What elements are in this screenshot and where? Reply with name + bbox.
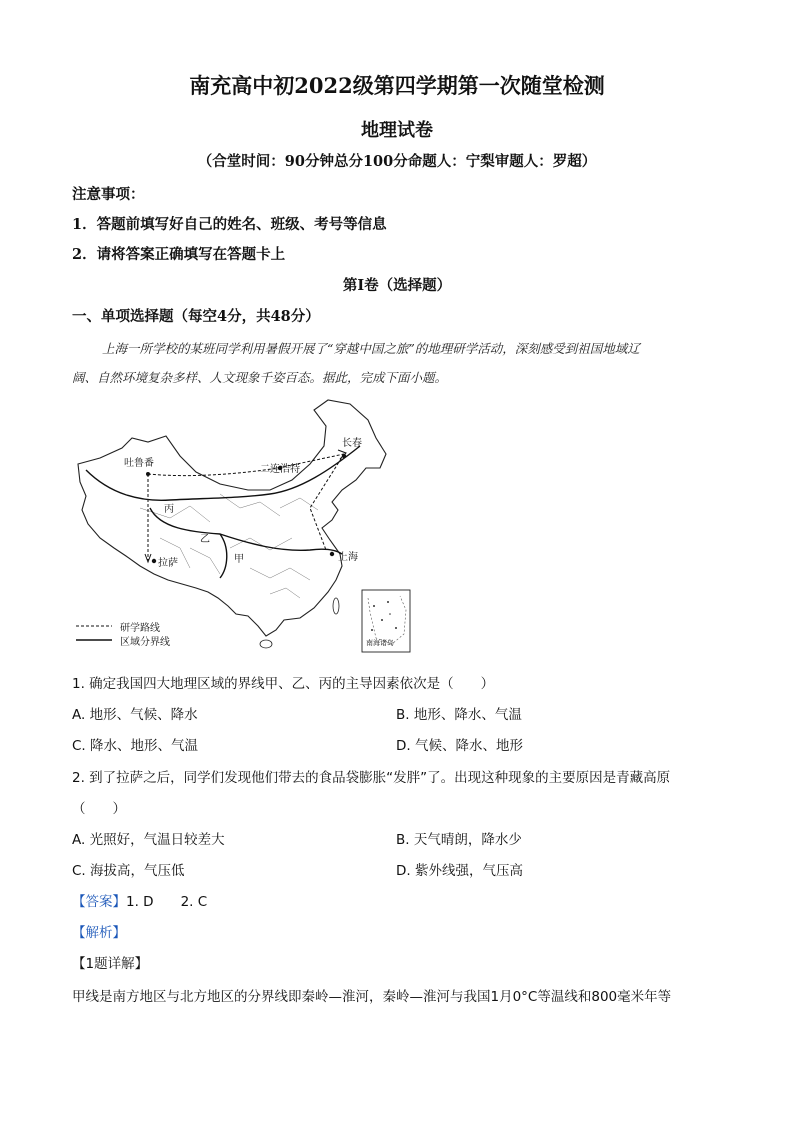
route-turpan-erenhot	[148, 468, 278, 476]
answer-tag: 【答案】	[72, 894, 126, 910]
question-2-stem-line-1: 2. 到了拉萨之后，同学们发现他们带去的食品袋膨胀“发胖”了。出现这种现象的主要原因是青藏高原	[72, 770, 671, 786]
city-point-shanghai	[330, 552, 334, 556]
intro-line-2: 阔、自然环境复杂多样、人文现象千姿百态。据此，完成下面小题。	[72, 370, 448, 385]
map-label-turpan: 吐鲁番	[124, 458, 154, 469]
intro-line-1: 上海一所学校的某班同学利用暑假开展了“穿越中国之旅”的地理研学活动，深刻感受到祖国地域辽	[102, 341, 640, 356]
legend-boundary-label: 区域分界线	[120, 637, 170, 648]
question-2-option-a: A. 光照好，气温日较差大	[72, 832, 225, 848]
map-label-jia: 甲	[234, 554, 244, 565]
map-label-bing: 丙	[164, 504, 174, 515]
china-map-svg	[70, 398, 420, 654]
notes-item-1: 1．答题前填写好自己的姓名、班级、考号等信息	[72, 216, 387, 233]
map-label-shanghai: 上海	[338, 552, 358, 563]
analysis-tag: 【解析】	[72, 925, 126, 941]
map-label-changchun: 长春	[342, 438, 362, 449]
answer-values: 1. D 2. C	[126, 894, 208, 910]
question-1-stem: 1. 确定我国四大地理区域的界线甲、乙、丙的主导因素依次是（ ）	[72, 676, 495, 692]
question-2-option-c: C. 海拔高，气压低	[72, 863, 185, 879]
question-2-option-d: D. 紫外线强，气压高	[396, 863, 523, 879]
exam-meta: （合堂时间：90分钟总分100分命题人：宁梨审题人：罗超）	[197, 153, 597, 170]
exam-title: 南充高中初2022级第四学期第一次随堂检测	[189, 73, 605, 98]
question-2-stem-line-2: （ ）	[72, 801, 126, 817]
map-label-yi: 乙	[200, 534, 210, 545]
map-label-south-sea: 南海诸岛	[366, 639, 394, 647]
legend-route-label: 研学路线	[120, 623, 160, 634]
taiwan-island	[333, 598, 339, 614]
city-point-changchun	[342, 454, 346, 458]
notes-heading: 注意事项：	[72, 186, 145, 203]
china-route-map	[70, 398, 420, 654]
question-1-option-b: B. 地形、降水、气温	[396, 707, 522, 723]
question-2-option-b: B. 天气晴朗，降水少	[396, 832, 522, 848]
notes-item-2: 2．请将答案正确填写在答题卡上	[72, 246, 286, 263]
answer-line	[72, 890, 207, 910]
volume-title: 第Ⅰ卷（选择题）	[342, 277, 452, 294]
part-title: 一、单项选择题（每空4分，共48分）	[72, 308, 320, 325]
question-1-option-a: A. 地形、气候、降水	[72, 707, 198, 723]
detail-text: 甲线是南方地区与北方地区的分界线即秦岭—淮河，秦岭—淮河与我国1月0°C等温线和800毫米年等	[72, 989, 672, 1005]
question-1-option-d: D. 气候、降水、地形	[396, 738, 523, 754]
detail-tag: 【1题详解】	[72, 956, 149, 972]
question-1-option-c: C. 降水、地形、气温	[72, 738, 199, 754]
map-label-lhasa: 拉萨	[158, 558, 178, 569]
city-point-lhasa	[152, 559, 156, 563]
city-point-turpan	[146, 472, 150, 476]
hainan-island	[260, 640, 272, 648]
map-label-erenhot: 二连浩特	[260, 464, 300, 475]
china-outline	[78, 400, 386, 636]
exam-subject: 地理试卷	[361, 120, 433, 141]
